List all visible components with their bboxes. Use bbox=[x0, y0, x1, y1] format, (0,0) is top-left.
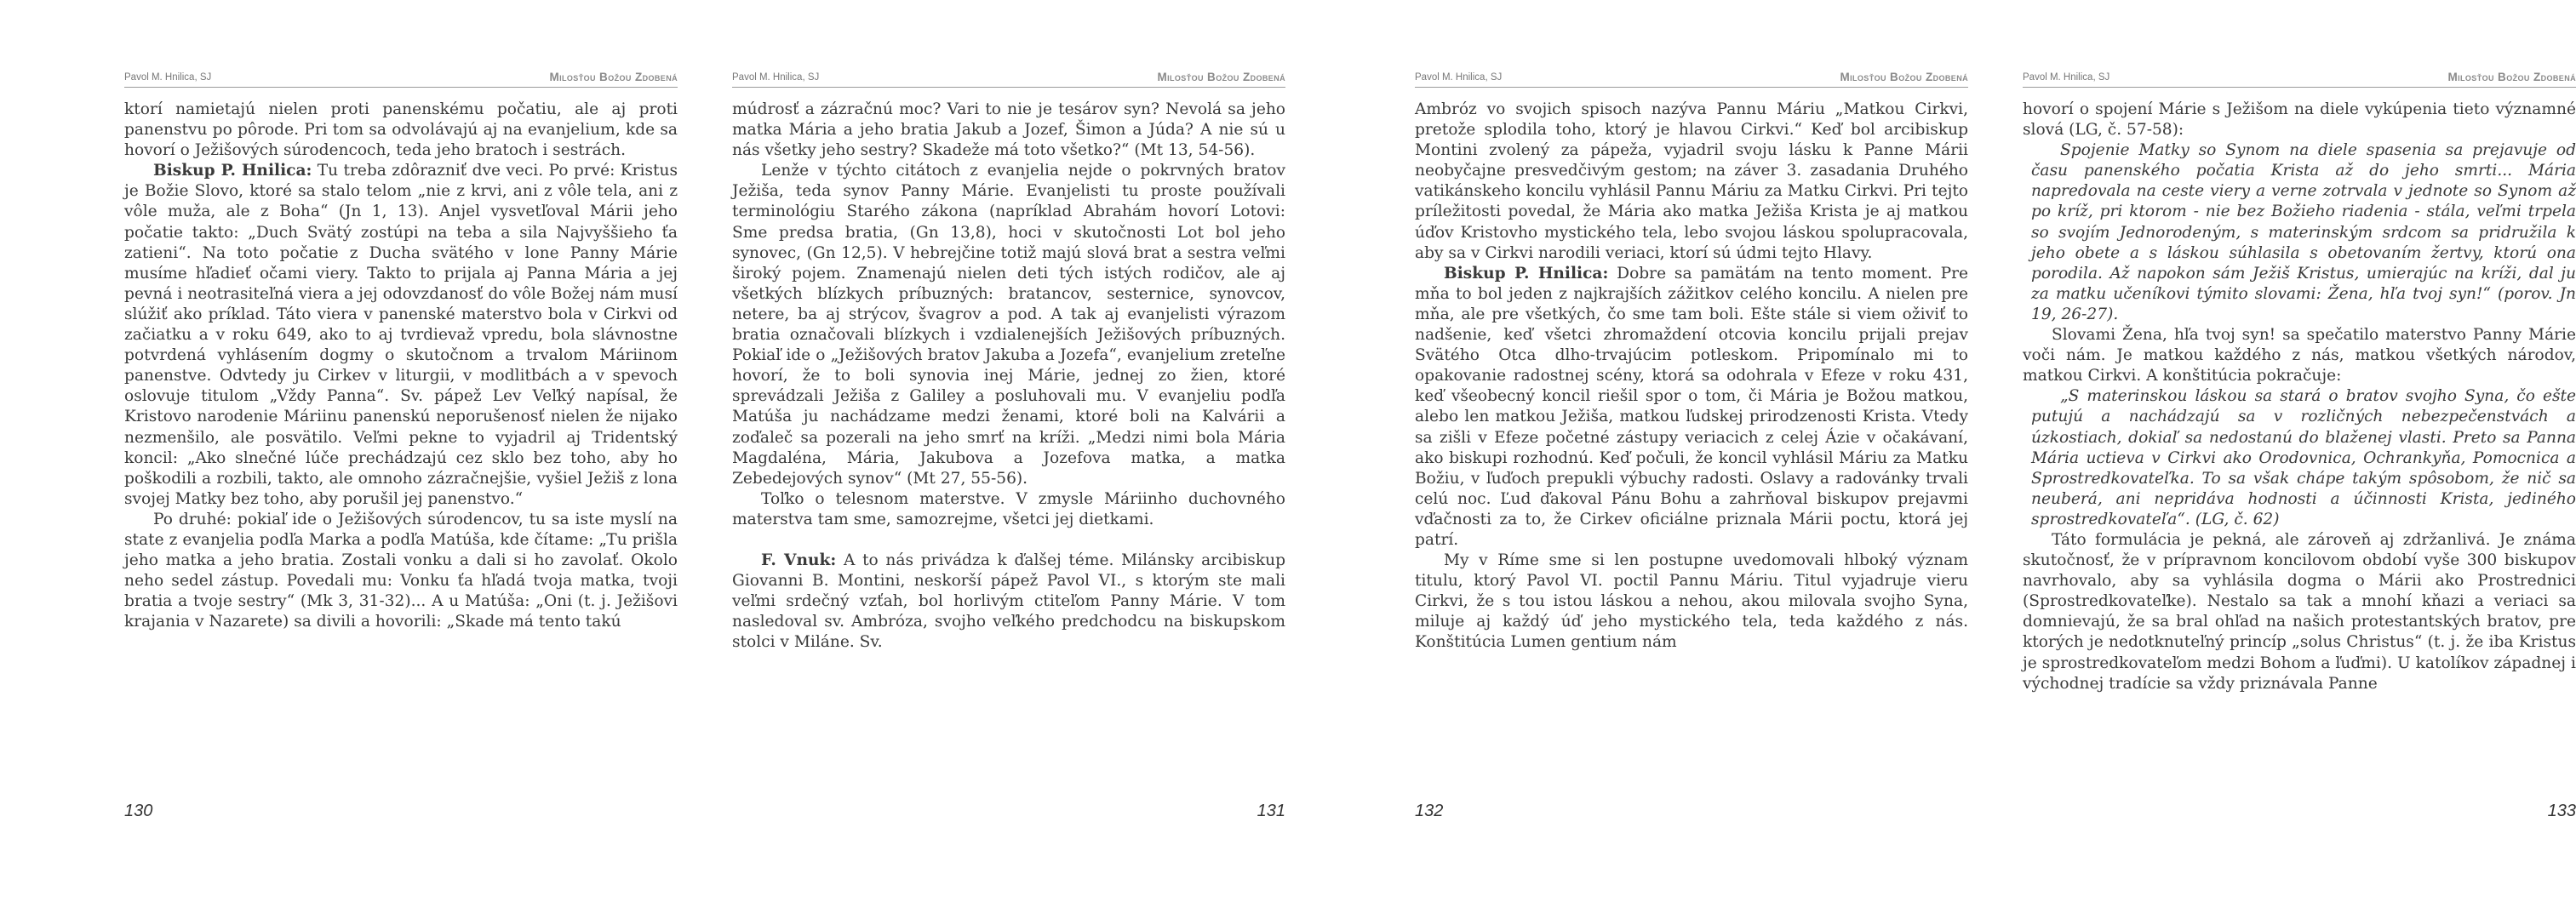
paragraph: Ambróz vo svojich spisoch nazýva Pannu Máriu „Matkou Cirkvi, pretože splodila toho, ktorý je hlavou Cirkvi.“ Keď bol arcibiskup Montini zvolený za pápeža, vyjadril svoju lásku k Panne Márii neobyčajne presvedčivým gestom; na záver 3. zasadania Druhého vatikánskeho koncilu vyhlásil Pannu Máriu za Matku Cirkvi. Pri tejto príležitosti povedal, že Mária ako matka Ježiša Krista je aj matkou úďov Kristovho mystického tela, lebo svojou láskou spolupracovala, aby sa v Cirkvi narodili veriaci, ktorí sú údmi tejto Hlavy. bbox=[1415, 100, 1968, 262]
speaker-name: Biskup P. Hnilica: bbox=[1444, 264, 1609, 283]
page-body bbox=[732, 100, 1285, 653]
header-author: Pavol M. Hnilica, SJ bbox=[732, 72, 820, 83]
paragraph: ktorí namietajú nielen proti panenskému počatiu, ale aj proti panenstvu po pôrode. Pri tom sa odvolávajú aj na evanjelium, kde sa hovorí o Ježišových súrodencoch, teda jeho bratoch i sestrách. bbox=[124, 100, 678, 160]
page-130 bbox=[124, 0, 678, 902]
paragraph bbox=[124, 161, 678, 510]
paragraph bbox=[732, 551, 1285, 653]
block-quote: Spojenie Matky so Synom na diele spasenia sa prejavuje od času panenského počatia Krista až do jeho smrti... Mária napredovala na ceste viery a verne zotrvala v jednote so Synom až po kríž, pri ktorom - nie bez Božieho riadenia - stála, veľmi trpela so svojím Jednorodeným, s materinským srdcom sa pridružila k jeho obete a s láskou súhlasila s obetovaním žertvy, ktorú ona porodila. Až napokon sám Ježiš Kristus, umierajúc na kríži, dal ju za matku učeníkovi týmito slovami: Žena, hľa tvoj syn!“ (porov. Jn 19, 26-27). bbox=[2031, 141, 2576, 323]
paragraph: My v Ríme sme si len postupne uvedomovali hlboký význam titulu, ktorý Pavol VI. poctil Pannu Máriu. Titul vyjadruje vieru Cirkvi, že s tou istou láskou a nehou, akou milovala svojho Syna, miluje aj každý úď jeho mystického tela, teda každého z nás. Konštitúcia Lumen gentium nám bbox=[1415, 551, 1968, 652]
page-number: 133 bbox=[2547, 802, 2576, 820]
page-131 bbox=[732, 0, 1285, 902]
page-number: 131 bbox=[1257, 802, 1285, 820]
paragraph: Toľko o telesnom materstve. V zmysle Máriinho duchovného materstva tam sme, samozrejme, všetci jej dietkami. bbox=[732, 489, 1285, 528]
speaker-name: F. Vnuk: bbox=[761, 551, 837, 569]
page-body bbox=[2023, 100, 2576, 694]
page-133 bbox=[2023, 0, 2576, 902]
paragraph: Táto formulácia je pekná, ale zároveň aj zdržanlivá. Je známa skutočnosť, že v prípravnom koncilovom období vyše 300 biskupov navrhovalo, aby sa vyhlásila dogma o Márii ako Prostrednici (Sprostredkovateľke). Nestalo sa tak a mnohí kňazi a veriaci sa domnievajú, že sa bral ohľad na našich protestantských bratov, pre ktorých je nedotknuteľný princíp „solus Christus“ (t. j. že iba Kristus je sprostredkovateľom medzi Bohom a ľuďmi). U katolíkov západnej i východnej tradície sa vždy priznávala Panne bbox=[2023, 530, 2576, 693]
running-header bbox=[1415, 70, 1968, 88]
running-header bbox=[2023, 70, 2576, 88]
page-number: 130 bbox=[124, 802, 153, 820]
speaker-name: Biskup P. Hnilica: bbox=[153, 162, 312, 180]
header-author: Pavol M. Hnilica, SJ bbox=[1415, 72, 1503, 83]
header-book-title: Milosťou Božou Zdobená bbox=[549, 71, 678, 83]
running-header bbox=[732, 70, 1285, 88]
running-header bbox=[124, 70, 678, 88]
header-book-title: Milosťou Božou Zdobená bbox=[1157, 71, 1285, 83]
page-body bbox=[1415, 100, 1968, 654]
paragraph: Lenže v týchto citátoch z evanjelia nejde o pokrvných bratov Ježiša, teda synov Panny Márie. Evanjelisti tu proste používali terminológiu Starého zákona (napríklad Abrahám hovorí Lotovi: Sme predsa bratia, (Gn 13,8), hoci v skutočnosti Lot bol jeho synovec, (Gn 12,5). V hebrejčine totiž majú slová brat a sestra veľmi široký pojem. Znamenajú nielen deti tých istých rodičov, ale aj všetkých blízkych príbuzných: bratancov, sesternice, synovcov, netere, ba aj strýcov, švagrov a pod. A tak aj evanjelisti výrazom bratia označovali blízkych i vzdialenejších Ježišových príbuzných. Pokiaľ ide o „Ježišových bratov Jakuba a Jozefa“, evanjelium zreteľne hovorí, že to boli synovia inej Márie, jednej zo žien, ktoré sprevádzali Ježiša z Galiley a posluhovali mu. V evanjeliu podľa Matúša ju nachádzame medzi ženami, ktoré boli na Kalvárii a zoďaleč sa pozerali na jeho smrť na kríži. „Medzi nimi bola Mária Magdaléna, Mária, Jakubova a Jozefova matka, a matka Zebedejových synov“ (Mt 27, 55-56). bbox=[732, 162, 1285, 488]
page-number: 132 bbox=[1415, 802, 1444, 820]
block-quote: „S materinskou láskou sa stará o bratov svojho Syna, čo ešte putujú a nachádzajú sa v rozličných nebezpečenstvách a úzkostiach, dokiaľ sa nedostanú do blaženej vlasti. Preto sa Panna Mária uctieva v Cirkvi ako Orodovnica, Ochrankyňa, Pomocnica a Sprostredkovateľka. To sa však chápe takým spôsobom, že nič sa neuberá, ani nepridáva hodnosti a účinnosti Krista, jediného sprostredkovateľa“. (LG, č. 62) bbox=[2031, 387, 2576, 528]
speech-text: Dobre sa pamätám na tento moment. Pre mňa to bol jeden z najkrajších zážitkov celého koncilu. A nielen pre mňa, ale pre všetkých, čo sme tam boli. Ešte stále si viem oživiť to nadšenie, keď všetci zhromaždení otcovia koncilu prijali prejav Svätého Otca dlho-trvajúcim potleskom. Pripomínalo mi to opakovanie radostnej scény, ktorá sa odohrala v Efeze v roku 431, keď všeobecný koncil riešil spor o tom, či Mária je Božou matkou, alebo len matkou Ježiša, matkou ľudskej prirodzenosti Krista. Vtedy sa zišli v Efeze početné zástupy veriacich z celej Ázie v očakávaní, ako biskupi rozhodnú. Keď počuli, že koncil vyhlásil Máriu za Matku Božiu, v ľuďoch prepukli výbuchy radosti. Oslavy a radovánky trvali celú noc. Ľud ďakoval Pánu Bohu a zahrňoval biskupov prejavmi vďačnosti za to, že Cirkev oficiálne priznala Márii poctu, ktorá jej patrí. bbox=[1415, 264, 1968, 549]
paragraph: Po druhé: pokiaľ ide o Ježišových súrodencov, tu sa iste myslí na state z evanjelia podľa Marka a podľa Matúša, kde čítame: „Tu prišla jeho matka a jeho bratia. Zostali vonku a dali si ho zavolať. Okolo neho sedel zástup. Povedali mu: Vonku ťa hľadá tvoja matka, tvoji bratia a tvoje sestry“ (Mk 3, 31-32)... A u Matúša: „Oni (t. j. Ježišovi krajania v Nazarete) sa divili a hovorili: „Skade má tento takú bbox=[124, 510, 678, 631]
page-132 bbox=[1415, 0, 1968, 902]
header-author: Pavol M. Hnilica, SJ bbox=[2023, 72, 2110, 83]
paragraph bbox=[1415, 264, 1968, 551]
header-book-title: Milosťou Božou Zdobená bbox=[1840, 71, 1968, 83]
speech-text: Tu treba zdôrazniť dve veci. Po prvé: Kristus je Božie Slovo, ktoré sa stalo telom „nie z krvi, ani z vôle tela, ani z vôle muža, ale z Boha“ (Jn 1, 13). Anjel vysvetľoval Márii jeho počatie takto: „Duch Svätý zostúpi na teba a sila Najvyššieho ťa zatieni“. Na toto počatie z Ducha svätého v lone Panny Márie musíme hľadieť očami viery. Takto to prijala aj Panna Mária a jej pevná i neotrasiteľná viera a jej odovzdanosť do vôle Božej nám musí slúžiť ako príklad. Táto viera v panenské materstvo bola v Cirkvi od začiatku a v roku 649, ako to aj tvrdievaž vpredu, bola slávnostne potvrdená vyhlásením dogmy o skutočnom a trvalom Máriinom panenstve. Odvtedy ju Cirkev v liturgii, v modlitbách a v spevoch oslovuje titulom „Vždy Panna“. Sv. pápež Lev Veľký napísal, že Kristovo narodenie Máriinu panenskú neporušenosť nielen že nijako nezmenšilo, ale posvätilo. Veľmi pekne to vyjadril aj Tridentský koncil: „Ako slnečné lúče prechádzajú cez sklo bez toho, aby ho poškodili a rozbili, takto, ale omnoho zázračnejšie, vyšiel Ježiš z lona svojej Matky bez toho, aby porušil jej panenstvo.“ bbox=[124, 162, 678, 508]
paragraph: hovorí o spojení Márie s Ježišom na diele vykúpenia tieto významné slová (LG, č. 57-58): bbox=[2023, 100, 2576, 140]
paragraph: múdrosť a zázračnú moc? Vari to nie je tesárov syn? Nevolá sa jeho matka Mária a jeho bratia Jakub a Jozef, Šimon a Júda? A nie sú u nás všetky jeho sestry? Skadeže má toto všetko?“ (Mt 13, 54-56). bbox=[732, 100, 1285, 160]
page-body bbox=[124, 100, 678, 632]
paragraph: Slovami Žena, hľa tvoj syn! sa spečatilo materstvo Panny Márie voči nám. Je matkou každého z nás, matkou všetkých národov, matkou Cirkvi. A konštitúcia pokračuje: bbox=[2023, 326, 2576, 385]
header-book-title: Milosťou Božou Zdobená bbox=[2447, 71, 2576, 83]
header-author: Pavol M. Hnilica, SJ bbox=[124, 72, 212, 83]
speech-text: A to nás privádza k ďalšej téme. Milánsky arcibiskup Giovanni B. Montini, neskorší pápež Pavol VI., s ktorým ste mali veľmi srdečný vzťah, bol horlivým ctiteľom Panny Márie. V tom nasledoval sv. Ambróza, svojho veľkého predchodcu na biskupskom stolci v Miláne. Sv. bbox=[732, 551, 1285, 652]
